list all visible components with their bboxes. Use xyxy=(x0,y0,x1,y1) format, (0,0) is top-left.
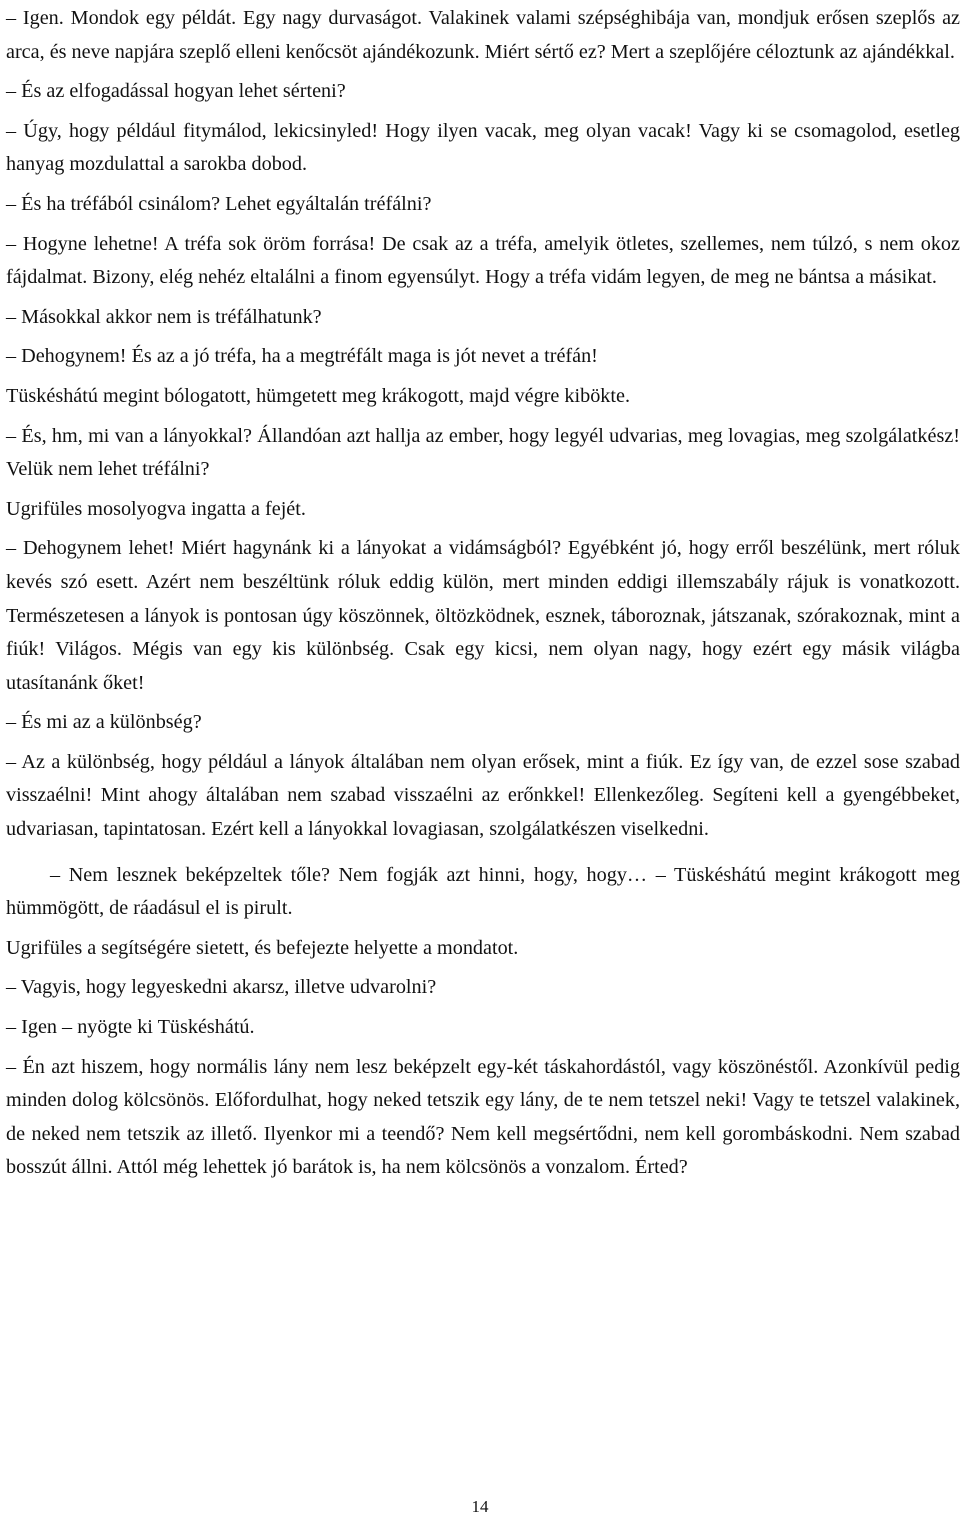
paragraph-2: – És az elfogadással hogyan lehet sérteni? xyxy=(6,80,346,103)
paragraph-1: – Igen. Mondok egy példát. Egy nagy durvaságot. Valakinek valami szépséghibája van, mondjuk erősen szeplős az arca, és neve napjára szeplő elleni kenőcsöt ajándékozunk. Miért sértő ez? Mert a szeplőjére céloztunk az ajándékkal. xyxy=(6,7,960,63)
paragraph-3: – Úgy, hogy például fitymálod, lekicsinyled! Hogy ilyen vacak, meg olyan vacak! Vagy ki se csomagolod, esetleg hanyag mozdulattal a sarokba dobod. xyxy=(6,119,960,176)
paragraph-18: – Én azt hiszem, hogy normális lány nem lesz beképzelt egy-két táskahordástól, vagy köszönéstől. Azonkívül pedig minden dolog kölcsönös. Előfordulhat, hogy neked tetszik egy lány, de te nem tetszel neki! Vagy te tetszel valakinek, de neked nem tetszik az illető. Ilyenkor mi a teendő? Nem kell megsértődni, nem kell gorombáskodni. Nem szabad bosszút állni. Attól még lehettek jó barátok is, ha nem kölcsönös a vonzalom. Érted? xyxy=(6,1055,960,1179)
paragraph-12: – És mi az a különbség? xyxy=(6,711,202,734)
paragraph-7: – Dehogynem! És az a jó tréfa, ha a megtréfált maga is jót nevet a tréfán! xyxy=(6,345,598,368)
paragraph-11: – Dehogynem lehet! Miért hagynánk ki a lányokat a vidámságból? Egyébként jó, hogy erről beszélünk, mert róluk kevés szó esett. Azért nem beszéltünk róluk eddig külön, mert minden eddigi illemszabály rájuk is vonatkozott. Természetesen a lányok is pontosan úgy köszönnek, öltözködnek, esznek, táboroznak, játszanak, szórakoznak, mint a fiúk! Világos. Mégis van egy kis különbség. Csak egy kicsi, nem olyan nagy, hogy ezért egy másik világba utasítanánk őket! xyxy=(6,537,960,694)
paragraph-17: – Igen – nyögte ki Tüskéshátú. xyxy=(6,1016,255,1039)
paragraph-8: Tüskéshátú megint bólogatott, hümgetett meg krákogott, majd végre kibökte. xyxy=(6,384,630,407)
paragraph-5: – Hogyne lehetne! A tréfa sok öröm forrása! De csak az a tréfa, amelyik ötletes, szellemes, nem túlzó, s nem okoz fájdalmat. Bizony, elég nehéz eltalálni a finom egyensúlyt. Hogy a tréfa vidám legyen, de meg ne bántsa a másikat. xyxy=(6,232,960,289)
paragraph-15: Ugrifüles a segítségére sietett, és befejezte helyette a mondatot. xyxy=(6,936,519,959)
paragraph-13: – Az a különbség, hogy például a lányok általában nem olyan erősek, mint a fiúk. Ez így van, de ezzel sose szabad visszaélni! Mint ahogy általában nem szabad visszaélni az erőnkkel! Ellenkezőleg. Segíteni kell a gyengébbeket, udvariasan, tapintatosan. Ezért kell a lányokkal lovagiasan, szolgálatkészen viselkedni. xyxy=(6,750,960,841)
paragraph-6: – Másokkal akkor nem is tréfálhatunk? xyxy=(6,305,322,328)
paragraph-14: – Nem lesznek beképzeltek tőle? Nem fogják azt hinni, hogy, hogy… – Tüskéshátú megint krákogott meg hümmögött, de ráadásul el is pirult. xyxy=(6,863,960,920)
paragraph-9: – És, hm, mi van a lányokkal? Állandóan azt hallja az ember, hogy legyél udvarias, meg lovagias, meg szolgálatkész! Velük nem lehet tréfálni? xyxy=(6,424,960,481)
document-page xyxy=(6,2,960,1185)
paragraph-10: Ugrifüles mosolyogva ingatta a fejét. xyxy=(6,497,306,520)
paragraph-16: – Vagyis, hogy legyeskedni akarsz, illetve udvarolni? xyxy=(6,976,437,999)
page-number: 14 xyxy=(471,1497,489,1516)
paragraph-4: – És ha tréfából csinálom? Lehet egyáltalán tréfálni? xyxy=(6,192,432,215)
